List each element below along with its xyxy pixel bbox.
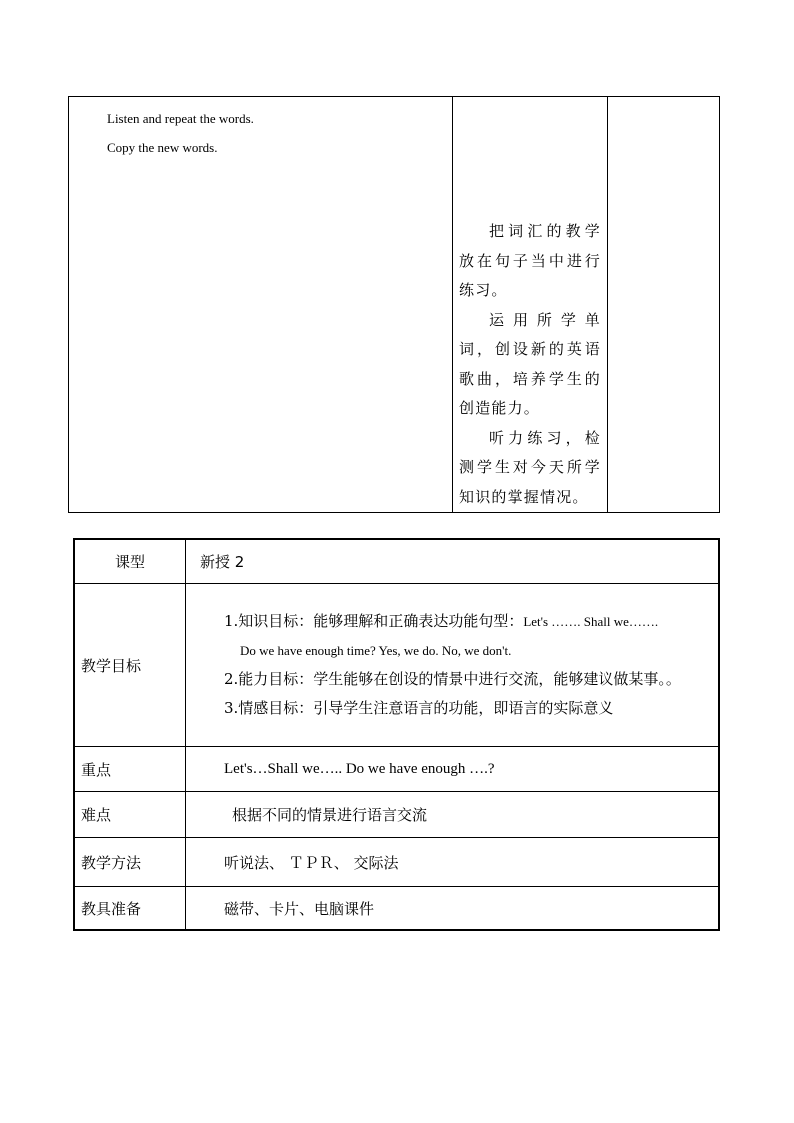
row-key-points [74,747,719,792]
activity-cell [69,97,453,513]
type-label: 课型 [74,539,186,584]
methods-label: 教学方法 [74,838,186,887]
type-value: 新授 2 [186,539,720,584]
empty-cell [608,97,720,513]
intent-note-3: 听力练习，检测学生对今天所学知识的掌握情况。 [459,428,601,506]
goal-ability: 2.能力目标：学生能够在创设的情景中进行交流，能够建议做某事。。 [224,670,681,688]
aids-label: 教具准备 [74,887,186,931]
row-goals [74,584,719,747]
goal-emotion: 3.情感目标：引导学生注意语言的功能，即语言的实际意义 [224,699,614,717]
difficulty-label: 难点 [74,792,186,838]
lesson-info-table [73,538,720,931]
goal-knowledge: 1.知识目标：能够理解和正确表达功能句型： [224,612,524,630]
methods-value: 听说法、 ＴＰＲ、 交际法 [186,838,720,887]
activity-line-1: Listen and repeat the words. [107,111,254,126]
intent-note-2: 运用所学单词，创设新的英语歌曲，培养学生的创造能力。 [459,310,601,417]
activity-line-2: Copy the new words. [107,140,218,155]
design-intent-cell [453,97,608,513]
goals-value [186,584,720,747]
aids-value: 磁带、卡片、电脑课件 [186,887,720,931]
row-type [74,539,719,584]
row-methods [74,838,719,887]
key-label: 重点 [74,747,186,792]
difficulty-value: 根据不同的情景进行语言交流 [186,792,720,838]
row-teaching-aids [74,887,719,931]
goals-label: 教学目标 [74,584,186,747]
key-value: Let's…Shall we….. Do we have enough ….? [186,747,720,792]
intent-note-1: 把词汇的教学放在句子当中进行练习。 [459,222,601,299]
goal-knowledge-patterns: Let's ……. Shall we……. [523,614,659,629]
lesson-process-table [68,96,720,513]
row-difficulty [74,792,719,838]
goal-knowledge-example: Do we have enough time? Yes, we do. No, we don't. [240,643,512,658]
